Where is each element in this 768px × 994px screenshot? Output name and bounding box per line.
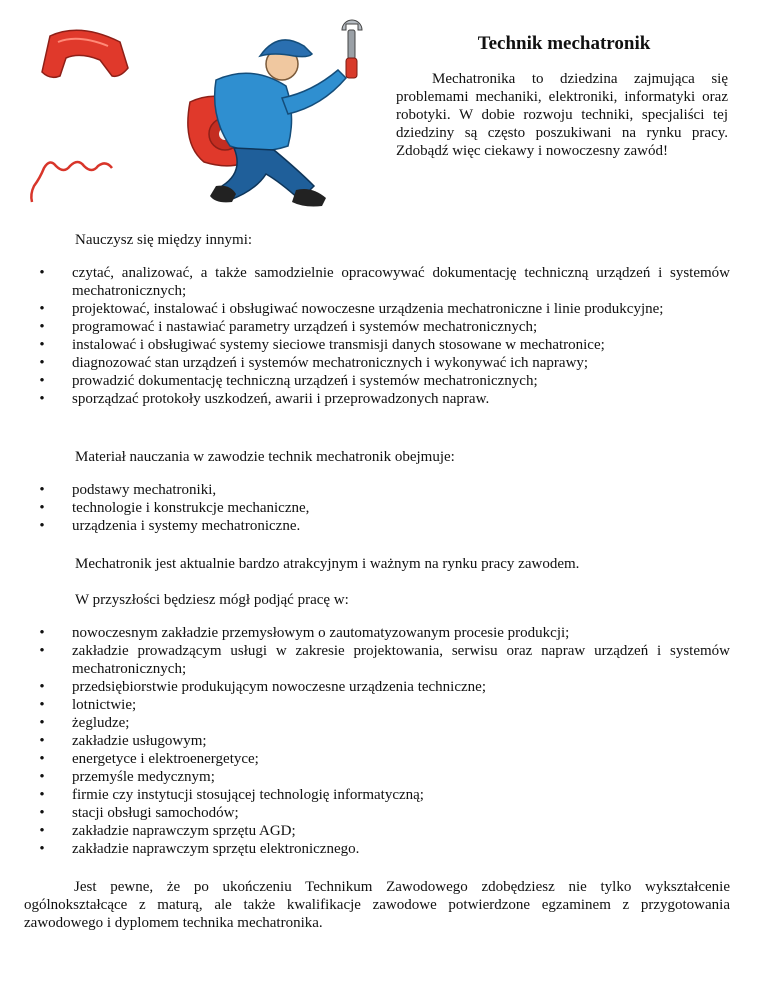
mechanic-illustration [20,18,388,218]
shoe-icon [292,189,326,207]
list-item-text: przedsiębiorstwie produkującym nowoczesne urządzenia techniczne; [72,679,486,695]
phone-cord [31,162,112,202]
bullet-icon: • [39,355,45,371]
wrench-icon [342,20,362,78]
list-item-text: czytać, analizować, a także samodzielnie opracowywać dokumentację techniczną urządzeń i systemów mechatronicznych; [72,265,730,299]
list-item [0,300,730,318]
skills-list [0,264,730,408]
list-item [0,750,730,768]
list-item-text: zakładzie naprawczym sprzętu elektronicznego. [72,841,360,857]
bullet-icon: • [39,319,45,335]
material-heading: Materiał nauczania w zawodzie technik mechatronik obejmuje: [75,449,455,465]
bullet-icon: • [39,787,45,803]
list-item [0,481,730,499]
list-item [0,624,730,642]
bullet-icon: • [39,715,45,731]
phone-handset-icon [42,30,128,77]
bullet-icon: • [39,391,45,407]
list-item-text: projektować, instalować i obsługiwać nowoczesne urządzenia mechatroniczne i linie produkcyjne; [72,301,664,317]
list-item-text: diagnozować stan urządzeń i systemów mechatronicznych i wykonywać ich naprawy; [72,355,589,371]
bullet-icon: • [39,301,45,317]
list-item [0,678,730,696]
bullet-icon: • [39,697,45,713]
list-item-text: firmie czy instytucji stosującej technologię informatyczną; [72,787,424,803]
material-list [0,481,730,535]
list-item-text: podstawy mechatroniki, [72,482,217,498]
list-item-text: zakładzie prowadzącym usługi w zakresie projektowania, serwisu oraz napraw urządzeń i systemów mechatronicznych; [72,643,730,677]
conclusion-paragraph: Jest pewne, że po ukończeniu Technikum Zawodowego zdobędziesz nie tylko wykształcenie ogólnokształcące z maturą, ale także kwalifikacje zawodowe potwierdzone egzaminem z przygotowania zawodowego i dyplomem technika mechatronika. [24,879,730,931]
future-heading: W przyszłości będziesz mógł podjąć pracę w: [75,592,349,608]
bullet-icon: • [39,769,45,785]
list-item-text: stacji obsługi samochodów; [72,805,239,821]
bullet-icon: • [39,337,45,353]
list-item [0,840,730,858]
list-item [0,517,730,535]
list-item-text: programować i nastawiać parametry urządzeń i systemów mechatronicznych; [72,319,538,335]
list-item [0,804,730,822]
list-item [0,372,730,390]
list-item [0,732,730,750]
bullet-icon: • [39,733,45,749]
list-item [0,696,730,714]
list-item [0,499,730,517]
mechanic-body [215,73,292,151]
list-item [0,714,730,732]
list-item-text: lotnictwie; [72,697,137,713]
list-item-text: prowadzić dokumentację techniczną urządzeń i systemów mechatronicznych; [72,373,538,389]
list-item [0,390,730,408]
bullet-icon: • [39,805,45,821]
cap-icon [260,40,312,57]
list-item-text: sporządzać protokoły uszkodzeń, awarii i przeprowadzonych napraw. [72,391,490,407]
list-item [0,264,730,300]
list-item-text: instalować i obsługiwać systemy sieciowe transmisji danych stosowane w mechatronice; [72,337,605,353]
bullet-icon: • [39,482,45,498]
list-item-text: przemyśle medycznym; [72,769,215,785]
list-item-text: zakładzie naprawczym sprzętu AGD; [72,823,296,839]
bullet-icon: • [39,751,45,767]
bullet-icon: • [39,265,45,281]
skills-heading: Nauczysz się między innymi: [75,232,253,248]
list-item-text: nowoczesnym zakładzie przemysłowym o zautomatyzowanym procesie produkcji; [72,625,570,641]
list-item-text: technologie i konstrukcje mechaniczne, [72,500,310,516]
list-item [0,786,730,804]
list-item [0,768,730,786]
bullet-icon: • [39,679,45,695]
list-item [0,318,730,336]
workplaces-list [0,624,730,858]
bullet-icon: • [39,841,45,857]
attractiveness-paragraph: Mechatronik jest aktualnie bardzo atrakcyjnym i ważnym na rynku pracy zawodem. [75,556,580,572]
bullet-icon: • [39,373,45,389]
list-item-text: zakładzie usługowym; [72,733,207,749]
bullet-icon: • [39,643,45,659]
document-title: Technik mechatronik [477,33,651,54]
list-item [0,642,730,678]
list-item-text: energetyce i elektroenergetyce; [72,751,259,767]
bullet-icon: • [39,518,45,534]
list-item-text: urządzenia i systemy mechatroniczne. [72,518,301,534]
list-item [0,336,730,354]
list-item [0,822,730,840]
list-item-text: żegludze; [72,715,130,731]
bullet-icon: • [39,625,45,641]
intro-paragraph: Mechatronika to dziedzina zajmująca się problemami mechaniki, elektroniki, informatyki oraz robotyki. W dobie rozwoju techniki, specjaliści tej dziedziny są często poszukiwani na rynku pracy. Zdobądź więc ciekawy i nowoczesny zawód! [396,71,728,159]
bullet-icon: • [39,500,45,516]
bullet-icon: • [39,823,45,839]
list-item [0,354,730,372]
